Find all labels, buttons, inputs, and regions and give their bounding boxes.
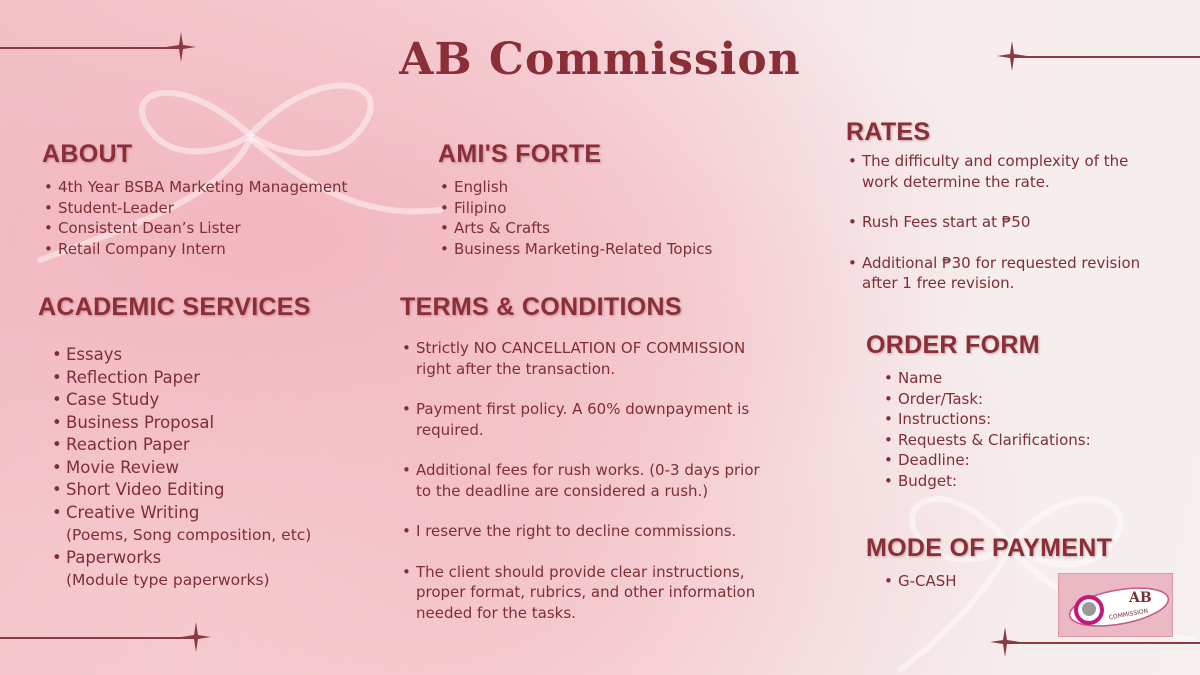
list-item: • Order/Task: bbox=[882, 389, 1186, 410]
list-item: • Strictly NO CANCELLATION OF COMMISSION right after the transaction. bbox=[400, 338, 820, 379]
list-item: • Creative Writing (Poems, Song composition, etc) bbox=[50, 502, 398, 547]
logo-text: AB bbox=[1129, 590, 1152, 606]
divider-line-bottom-right bbox=[1005, 642, 1200, 644]
list-item: • Payment first policy. A 60% downpayment is required. bbox=[400, 399, 820, 440]
forte-heading: AMI'S FORTE bbox=[438, 140, 602, 168]
list-item: • Reaction Paper bbox=[50, 434, 398, 457]
list-item: • Name bbox=[882, 368, 1186, 389]
list-item: • Additional ₱30 for requested revision after 1 free revision. bbox=[846, 253, 1186, 294]
payment-heading: MODE OF PAYMENT bbox=[866, 534, 1113, 562]
list-item: • Filipino bbox=[438, 198, 778, 219]
list-item: • Business Marketing-Related Topics bbox=[438, 239, 778, 260]
academic-services-section bbox=[38, 293, 398, 592]
list-item: • Arts & Crafts bbox=[438, 218, 778, 239]
list-item: • The client should provide clear instructions, proper format, rubrics, and other information needed for the tasks. bbox=[400, 562, 820, 624]
terms-section bbox=[400, 293, 820, 623]
forte-section bbox=[438, 140, 778, 259]
list-item: • Rush Fees start at ₱50 bbox=[846, 212, 1186, 233]
list-item: • The difficulty and complexity of the work determine the rate. bbox=[846, 151, 1186, 192]
about-section bbox=[42, 140, 402, 259]
list-item: • Essays bbox=[50, 344, 398, 367]
list-item: • Additional fees for rush works. (0-3 days prior to the deadline are considered a rush.) bbox=[400, 460, 820, 501]
rates-heading: RATES bbox=[846, 118, 931, 146]
list-item: • Business Proposal bbox=[50, 412, 398, 435]
academic-services-heading: ACADEMIC SERVICES bbox=[38, 293, 311, 321]
list-item: • Consistent Dean’s Lister bbox=[42, 218, 402, 239]
order-form-heading: ORDER FORM bbox=[866, 331, 1040, 359]
list-item: • Requests & Clarifications: bbox=[882, 430, 1186, 451]
list-item: • Reflection Paper bbox=[50, 367, 398, 390]
list-item: • Retail Company Intern bbox=[42, 239, 402, 260]
list-item: • 4th Year BSBA Marketing Management bbox=[42, 177, 402, 198]
list-item: • Movie Review bbox=[50, 457, 398, 480]
list-item: • Case Study bbox=[50, 389, 398, 412]
list-item: • Student-Leader bbox=[42, 198, 402, 219]
list-item: • Instructions: bbox=[882, 409, 1186, 430]
rates-section bbox=[846, 118, 1186, 294]
about-heading: ABOUT bbox=[42, 140, 133, 168]
list-item: • G-CASH bbox=[882, 571, 1186, 592]
terms-heading: TERMS & CONDITIONS bbox=[400, 293, 682, 321]
divider-line-bottom-left bbox=[0, 637, 195, 639]
list-item: • Paperworks (Module type paperworks) bbox=[50, 547, 398, 592]
list-item: • Deadline: bbox=[882, 450, 1186, 471]
commission-logo-badge bbox=[1058, 573, 1173, 637]
list-item: • I reserve the right to decline commissions. bbox=[400, 521, 820, 542]
list-item: • Short Video Editing bbox=[50, 479, 398, 502]
logo-subtext: COMMISSION bbox=[1108, 607, 1149, 622]
logo-icon bbox=[1059, 574, 1172, 636]
list-item: • English bbox=[438, 177, 778, 198]
list-item: • Budget: bbox=[882, 471, 1186, 492]
order-form-section bbox=[866, 331, 1186, 491]
page-title: AB Commission bbox=[399, 34, 801, 85]
